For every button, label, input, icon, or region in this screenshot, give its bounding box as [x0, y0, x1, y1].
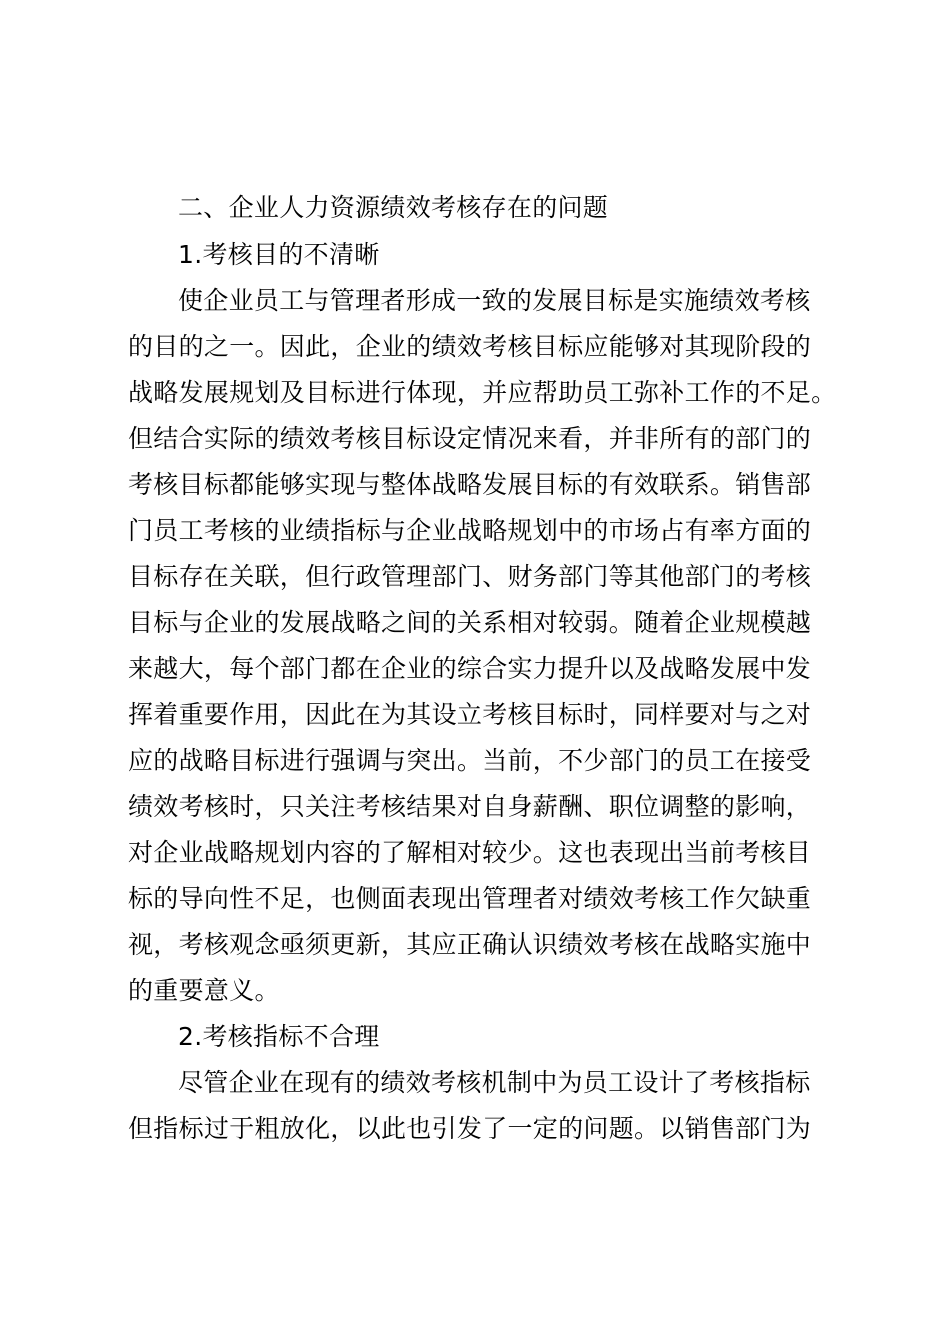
paragraph-line: 目标与企业的发展战略之间的关系相对较弱。随着企业规模越 — [128, 608, 812, 637]
section-heading: 二、企业人力资源绩效考核存在的问题 — [178, 193, 609, 222]
paragraph-line: 挥着重要作用，因此在为其设立考核目标时，同样要对与之对 — [128, 700, 812, 729]
paragraph-line: 标的导向性不足，也侧面表现出管理者对绩效考核工作欠缺重 — [128, 884, 812, 913]
paragraph-line: 考核目标都能够实现与整体战略发展目标的有效联系。销售部 — [128, 470, 812, 499]
paragraph-line: 绩效考核时，只关注考核结果对自身薪酬、职位调整的影响， — [128, 792, 812, 821]
subsection-heading-2: 2.考核指标不合理 — [178, 1022, 380, 1051]
paragraph-line: 来越大，每个部门都在企业的综合实力提升以及战略发展中发 — [128, 654, 812, 683]
paragraph-line: 门员工考核的业绩指标与企业战略规划中的市场占有率方面的 — [128, 516, 812, 545]
paragraph-line: 的目的之一。因此，企业的绩效考核目标应能够对其现阶段的 — [128, 332, 812, 361]
paragraph-line: 使企业员工与管理者形成一致的发展目标是实施绩效考核 — [178, 286, 811, 315]
paragraph-line: 战略发展规划及目标进行体现，并应帮助员工弥补工作的不足。 — [128, 378, 837, 407]
paragraph-line: 但指标过于粗放化，以此也引发了一定的问题。以销售部门为 — [128, 1114, 812, 1143]
paragraph-line: 应的战略目标进行强调与突出。当前，不少部门的员工在接受 — [128, 746, 812, 775]
paragraph-line: 视，考核观念亟须更新，其应正确认识绩效考核在战略实施中 — [128, 930, 812, 959]
paragraph-line: 目标存在关联，但行政管理部门、财务部门等其他部门的考核 — [128, 562, 812, 591]
paragraph-line: 对企业战略规划内容的了解相对较少。这也表现出当前考核目 — [128, 838, 812, 867]
paragraph-line: 尽管企业在现有的绩效考核机制中为员工设计了考核指标 — [178, 1068, 811, 1097]
paragraph-line: 但结合实际的绩效考核目标设定情况来看，并非所有的部门的 — [128, 424, 812, 453]
paragraph-line: 的重要意义。 — [128, 976, 280, 1005]
subsection-heading-1: 1.考核目的不清晰 — [178, 240, 380, 269]
